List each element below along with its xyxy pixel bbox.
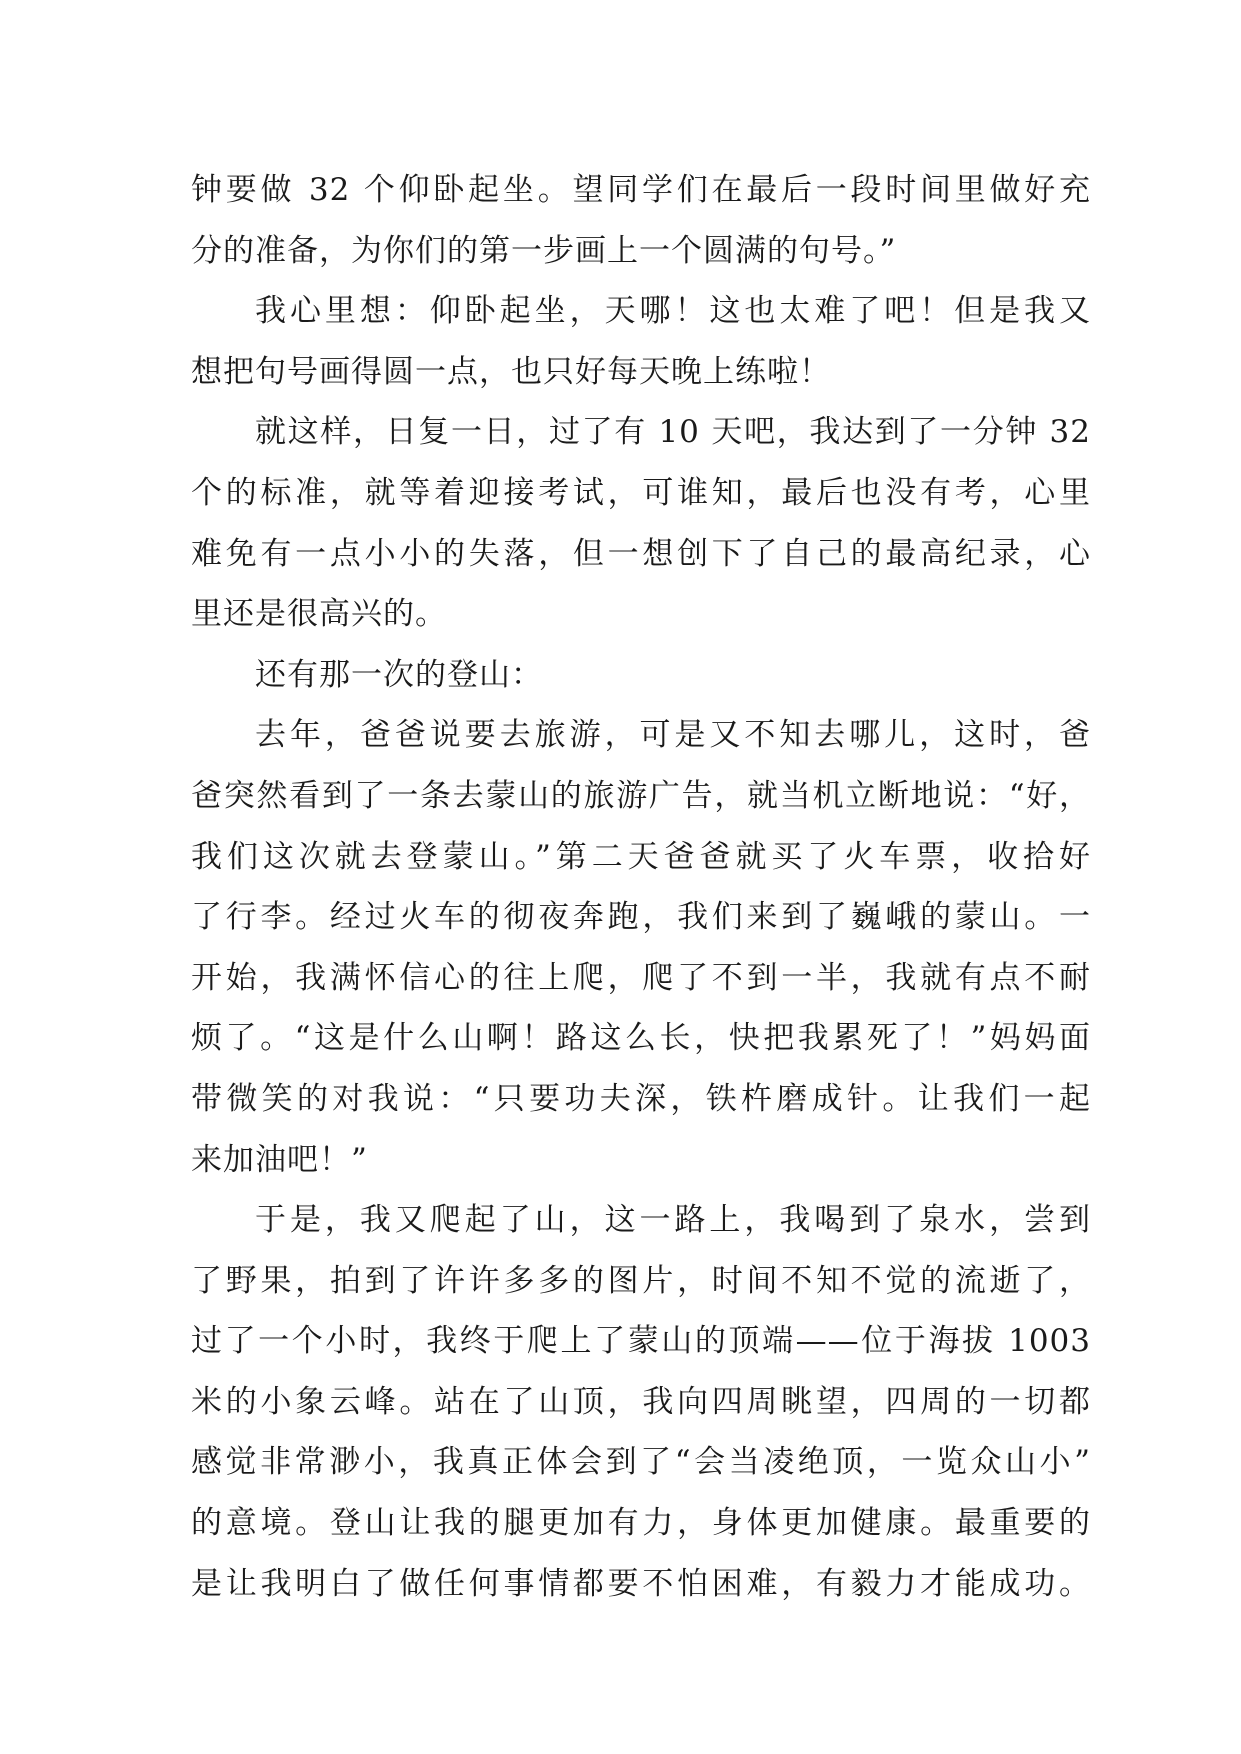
text-line: 了行李。经过火车的彻夜奔跑，我们来到了巍峨的蒙山。一	[191, 899, 1091, 936]
text-line: 带微笑的对我说：“只要功夫深，铁杵磨成针。让我们一起	[191, 1080, 1091, 1117]
text-line: 米的小象云峰。站在了山顶，我向四周眺望，四周的一切都	[191, 1383, 1091, 1420]
paragraph-first-line: 还有那一次的登山：	[255, 656, 543, 693]
text-line: 个的标准，就等着迎接考试，可谁知，最后也没有考，心里	[191, 474, 1091, 511]
text-line: 里还是很高兴的。	[191, 596, 447, 633]
text-line: 我们这次就去登蒙山。”第二天爸爸就买了火车票，收拾好	[191, 838, 1091, 875]
paragraph-first-line: 去年，爸爸说要去旅游，可是又不知去哪儿，这时，爸	[255, 717, 1091, 754]
text-line: 过了一个小时，我终于爬上了蒙山的顶端——位于海拔 1003	[191, 1323, 1091, 1360]
text-line: 分的准备，为你们的第一步画上一个圆满的句号。”	[191, 232, 897, 269]
text-line: 的意境。登山让我的腿更加有力，身体更加健康。最重要的	[191, 1505, 1091, 1542]
text-line: 是让我明白了做任何事情都要不怕困难，有毅力才能成功。	[191, 1565, 1091, 1602]
text-line: 爸突然看到了一条去蒙山的旅游广告，就当机立断地说：“好，	[191, 777, 1091, 814]
paragraph-first-line: 就这样，日复一日，过了有 10 天吧，我达到了一分钟 32	[255, 414, 1091, 451]
text-line: 难免有一点小小的失落，但一想创下了自己的最高纪录，心	[191, 535, 1091, 572]
text-line: 了野果，拍到了许许多多的图片，时间不知不觉的流逝了，	[191, 1262, 1091, 1299]
paragraph-first-line: 我心里想：仰卧起坐，天哪！这也太难了吧！但是我又	[255, 293, 1091, 330]
text-line: 烦了。“这是什么山啊！路这么长，快把我累死了！”妈妈面	[191, 1020, 1091, 1057]
text-line: 开始，我满怀信心的往上爬，爬了不到一半，我就有点不耐	[191, 959, 1091, 996]
essay-body	[191, 160, 1091, 1614]
text-line: 钟要做 32 个仰卧起坐。望同学们在最后一段时间里做好充	[191, 172, 1091, 208]
text-line: 来加油吧！”	[191, 1141, 368, 1178]
paragraph-first-line: 于是，我又爬起了山，这一路上，我喝到了泉水，尝到	[255, 1202, 1091, 1239]
text-line: 感觉非常渺小，我真正体会到了“会当凌绝顶，一览众山小”	[191, 1444, 1091, 1481]
text-line: 想把句号画得圆一点，也只好每天晚上练啦！	[191, 353, 831, 390]
